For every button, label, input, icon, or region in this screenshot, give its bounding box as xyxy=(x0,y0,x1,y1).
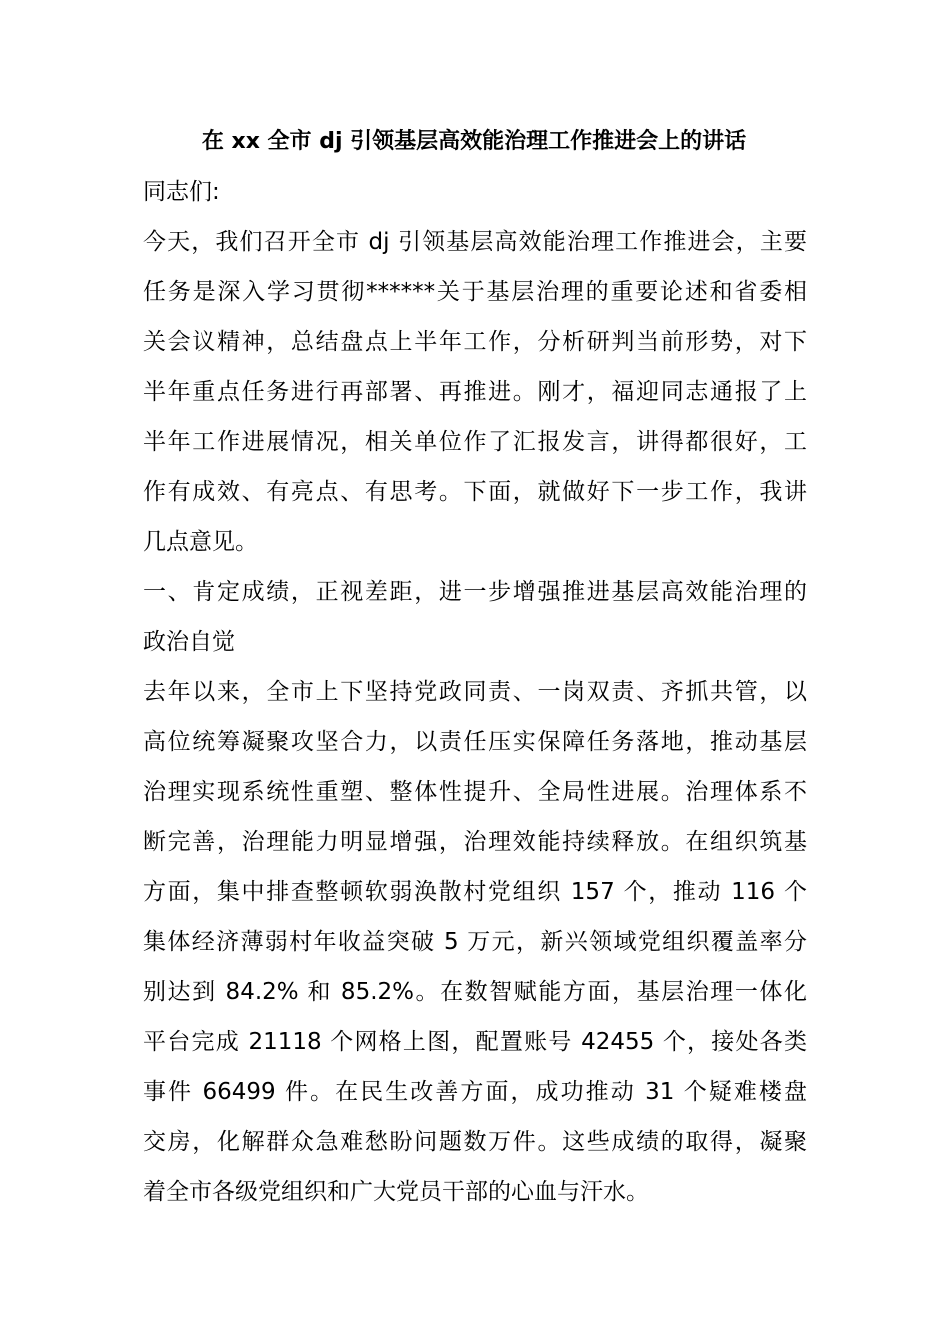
paragraph-line: 政治自觉 xyxy=(143,629,235,655)
paragraph-line: 平台完成 21118 个网格上图，配置账号 42455 个，接处各类 xyxy=(143,1029,807,1055)
paragraph-line: 去年以来，全市上下坚持党政同责、一岗双责、齐抓共管，以 xyxy=(143,679,807,705)
document-body xyxy=(143,167,807,1217)
paragraph-line: 高位统筹凝聚攻坚合力，以责任压实保障任务落地，推动基层 xyxy=(143,729,807,755)
paragraph-line: 断完善，治理能力明显增强，治理效能持续释放。在组织筑基 xyxy=(143,829,807,855)
paragraph-line: 交房，化解群众急难愁盼问题数万件。这些成绩的取得，凝聚 xyxy=(143,1129,807,1155)
paragraph-line: 着全市各级党组织和广大党员干部的心血与汗水。 xyxy=(143,1179,649,1205)
paragraph-line: 方面，集中排查整顿软弱涣散村党组织 157 个，推动 116 个 xyxy=(143,879,807,905)
paragraph-line: 事件 66499 件。在民生改善方面，成功推动 31 个疑难楼盘 xyxy=(143,1079,807,1105)
paragraph-line: 关会议精神，总结盘点上半年工作，分析研判当前形势，对下 xyxy=(143,329,807,355)
paragraph-line: 半年重点任务进行再部署、再推进。刚才，福迎同志通报了上 xyxy=(143,379,807,405)
paragraph-line: 半年工作进展情况，相关单位作了汇报发言，讲得都很好，工 xyxy=(143,429,807,455)
document-title: 在 xx 全市 dj 引领基层高效能治理工作推进会上的讲话 xyxy=(201,129,747,154)
paragraph-line: 几点意见。 xyxy=(143,529,258,555)
paragraph-line: 治理实现系统性重塑、整体性提升、全局性进展。治理体系不 xyxy=(143,779,807,805)
paragraph-line: 今天，我们召开全市 dj 引领基层高效能治理工作推进会，主要 xyxy=(143,229,807,255)
paragraph-line: 同志们: xyxy=(143,179,220,205)
paragraph-line: 任务是深入学习贯彻******关于基层治理的重要论述和省委相 xyxy=(143,279,807,305)
paragraph-line: 作有成效、有亮点、有思考。下面，就做好下一步工作，我讲 xyxy=(143,479,807,505)
paragraph-line: 一、肯定成绩，正视差距，进一步增强推进基层高效能治理的 xyxy=(143,579,807,605)
paragraph-line: 集体经济薄弱村年收益突破 5 万元，新兴领域党组织覆盖率分 xyxy=(143,929,807,955)
paragraph-line: 别达到 84.2% 和 85.2%。在数智赋能方面，基层治理一体化 xyxy=(143,979,807,1005)
